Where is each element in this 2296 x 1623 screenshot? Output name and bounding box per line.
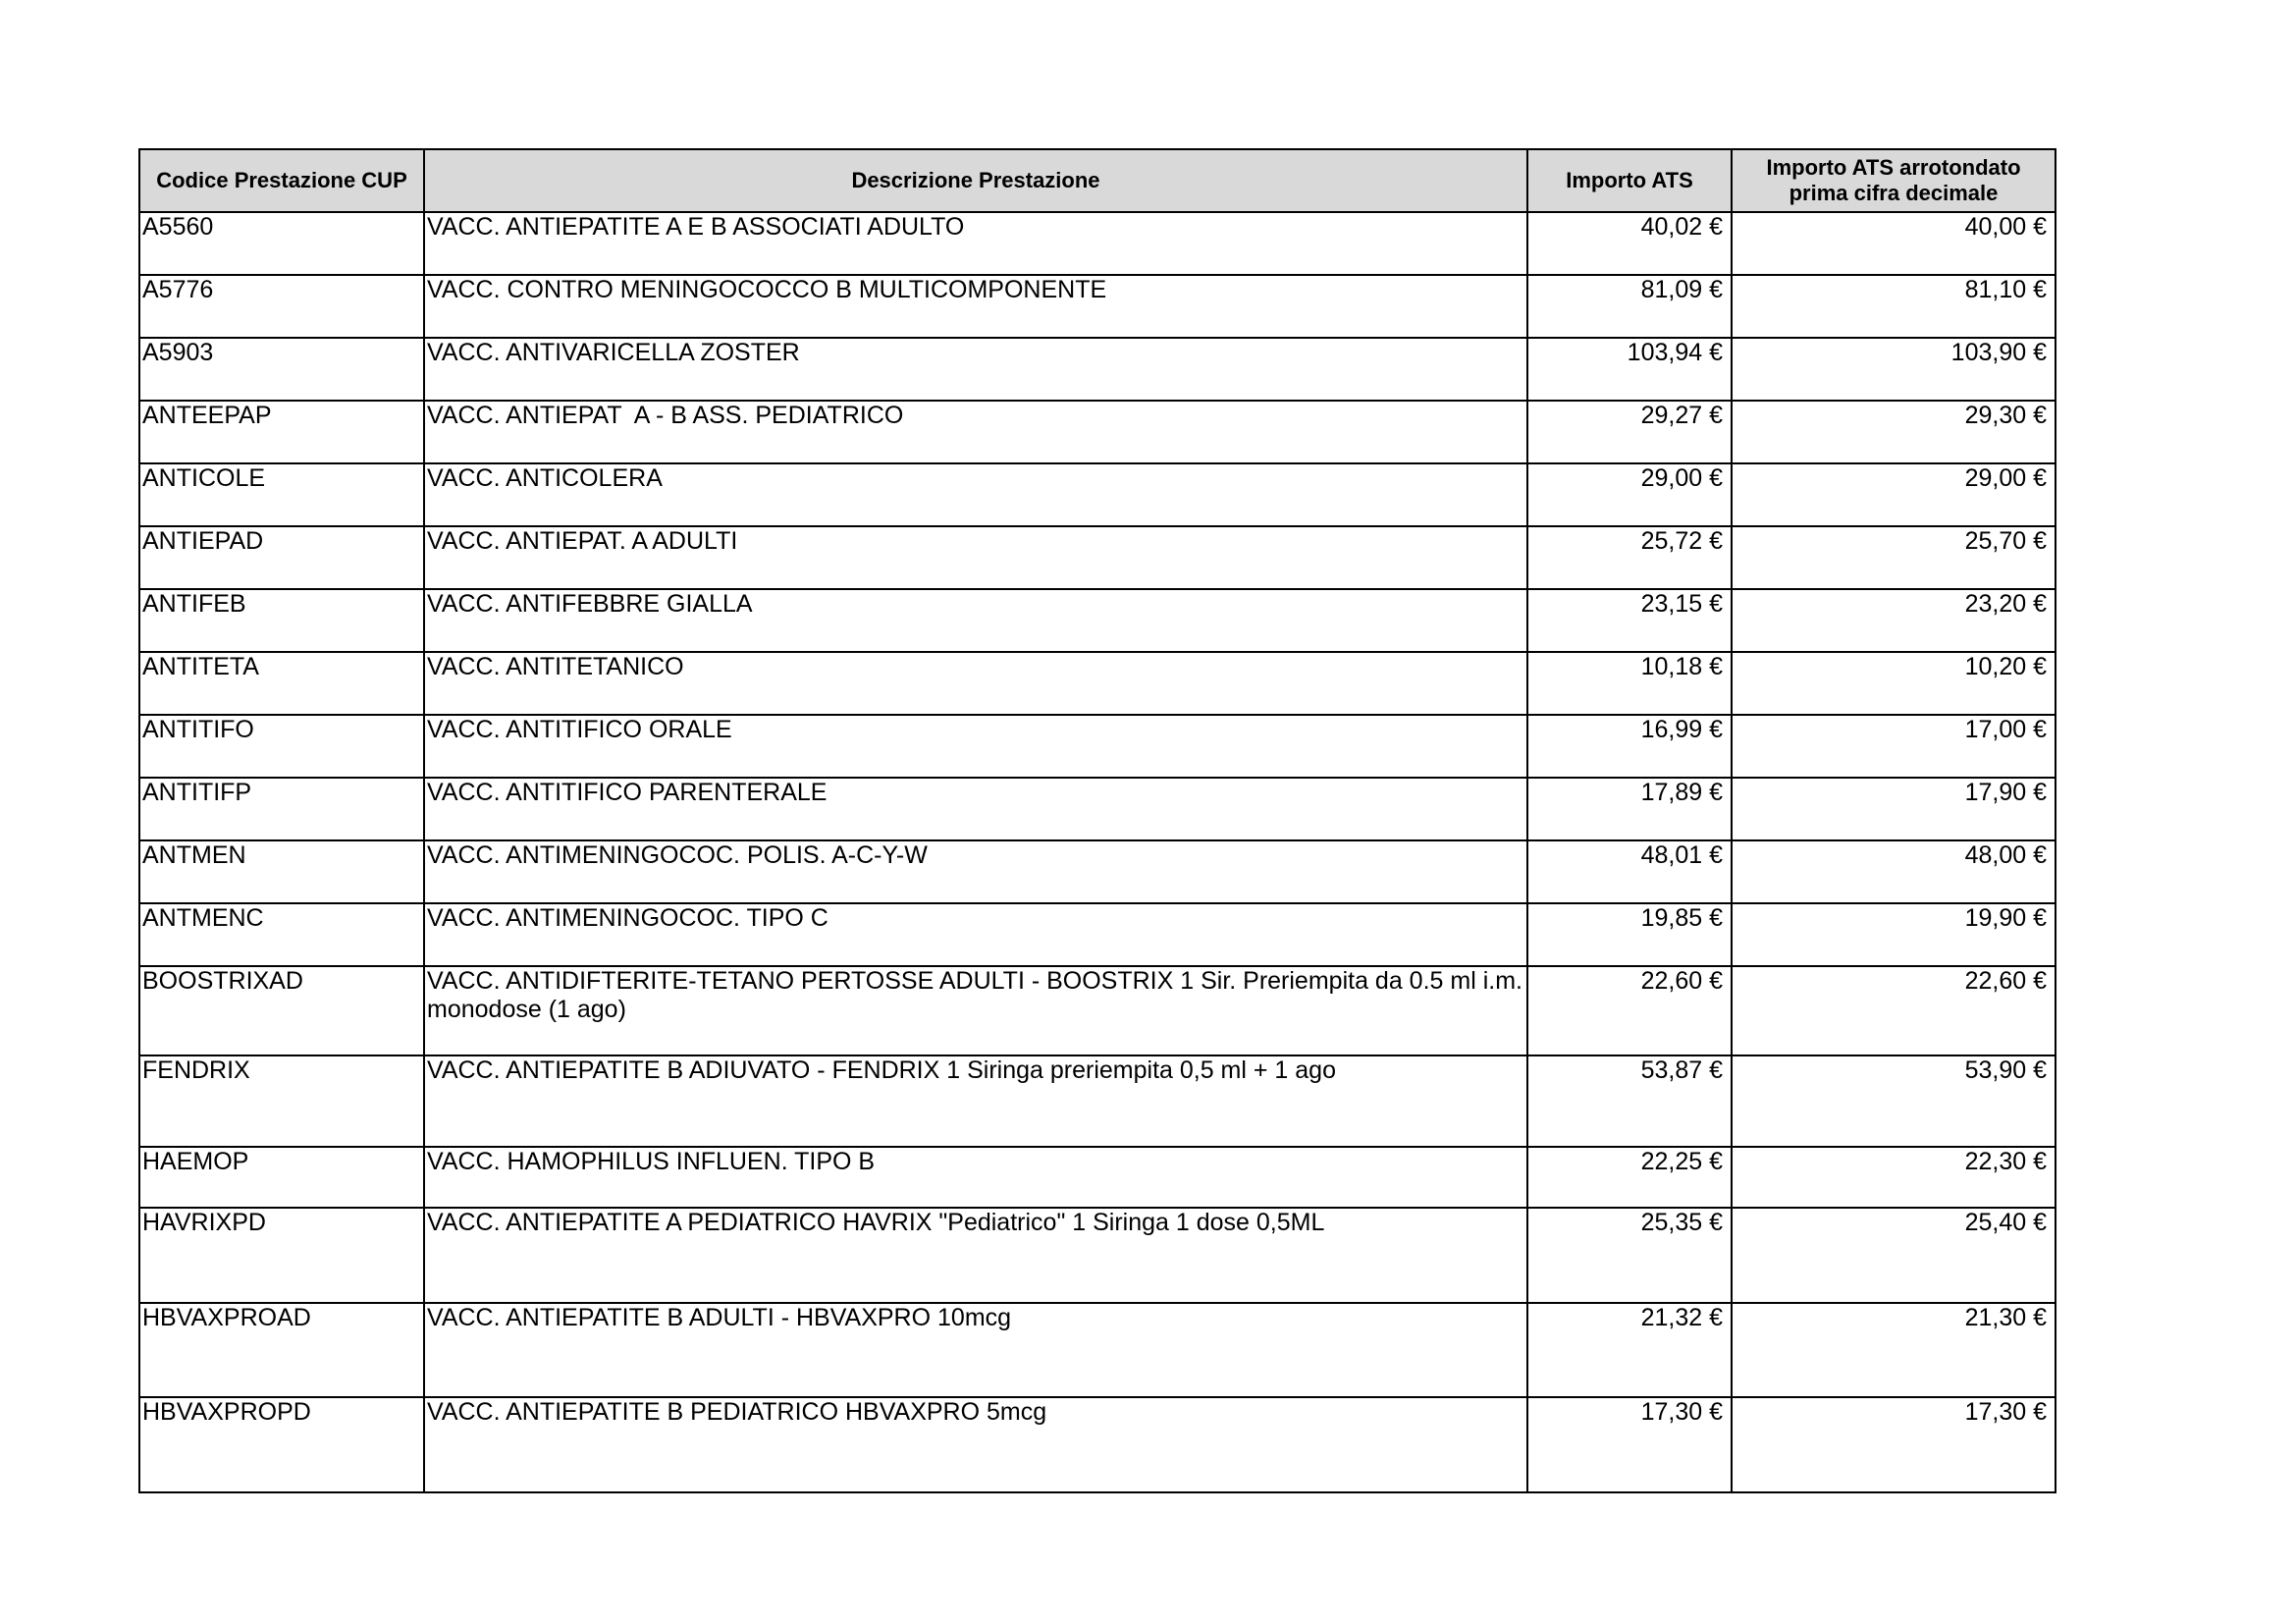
cell-code: A5903 [139, 338, 424, 401]
cell-description: VACC. ANTIEPATITE B ADIUVATO - FENDRIX 1 Siringa preriempita 0,5 ml + 1 ago [424, 1055, 1527, 1147]
table-row [139, 715, 2056, 778]
cell-description: VACC. ANTITIFICO ORALE [424, 715, 1527, 778]
cell-rounded-amount: 22,30 € [1732, 1147, 2056, 1208]
cell-code: HAVRIXPD [139, 1208, 424, 1303]
cell-rounded-amount: 21,30 € [1732, 1303, 2056, 1397]
cell-rounded-amount: 81,10 € [1732, 275, 2056, 338]
table-row [139, 1055, 2056, 1147]
cell-amount: 10,18 € [1527, 652, 1732, 715]
table-row [139, 1208, 2056, 1303]
cell-code: A5560 [139, 212, 424, 275]
cell-description: VACC. ANTIEPATITE B PEDIATRICO HBVAXPRO 5mcg [424, 1397, 1527, 1492]
cell-amount: 48,01 € [1527, 840, 1732, 903]
table-row [139, 401, 2056, 463]
cell-rounded-amount: 17,90 € [1732, 778, 2056, 840]
cell-code: ANTITETA [139, 652, 424, 715]
cell-amount: 17,30 € [1527, 1397, 1732, 1492]
cell-code: ANTMEN [139, 840, 424, 903]
cell-amount: 29,27 € [1527, 401, 1732, 463]
cell-code: ANTITIFP [139, 778, 424, 840]
header-description: Descrizione Prestazione [424, 149, 1527, 212]
cell-amount: 21,32 € [1527, 1303, 1732, 1397]
cell-amount: 25,72 € [1527, 526, 1732, 589]
cell-rounded-amount: 17,30 € [1732, 1397, 2056, 1492]
cell-amount: 16,99 € [1527, 715, 1732, 778]
cell-rounded-amount: 23,20 € [1732, 589, 2056, 652]
cell-description: VACC. CONTRO MENINGOCOCCO B MULTICOMPONENTE [424, 275, 1527, 338]
cell-code: HBVAXPROAD [139, 1303, 424, 1397]
cell-description: VACC. ANTITIFICO PARENTERALE [424, 778, 1527, 840]
cell-description: VACC. ANTIVARICELLA ZOSTER [424, 338, 1527, 401]
cell-amount: 40,02 € [1527, 212, 1732, 275]
cell-description: VACC. HAMOPHILUS INFLUEN. TIPO B [424, 1147, 1527, 1208]
cell-description: VACC. ANTICOLERA [424, 463, 1527, 526]
header-rounded-amount [1732, 149, 2056, 212]
header-amount: Importo ATS [1527, 149, 1732, 212]
cell-description: VACC. ANTIDIFTERITE-TETANO PERTOSSE ADULTI - BOOSTRIX 1 Sir. Preriempita da 0.5 ml i.m. monodose (1 ago) [424, 966, 1527, 1055]
header-rounded-line2: prima cifra decimale [1789, 181, 1999, 205]
header-code: Codice Prestazione CUP [139, 149, 424, 212]
cell-code: ANTITIFO [139, 715, 424, 778]
table-row [139, 840, 2056, 903]
cell-code: BOOSTRIXAD [139, 966, 424, 1055]
cell-rounded-amount: 48,00 € [1732, 840, 2056, 903]
table-row [139, 275, 2056, 338]
cell-rounded-amount: 17,00 € [1732, 715, 2056, 778]
cell-description: VACC. ANTIEPATITE A PEDIATRICO HAVRIX "Pediatrico" 1 Siringa 1 dose 0,5ML [424, 1208, 1527, 1303]
cell-rounded-amount: 40,00 € [1732, 212, 2056, 275]
table-row [139, 966, 2056, 1055]
cell-code: HAEMOP [139, 1147, 424, 1208]
table-header [139, 149, 2056, 212]
cell-rounded-amount: 19,90 € [1732, 903, 2056, 966]
table-row [139, 778, 2056, 840]
table-row [139, 903, 2056, 966]
cell-rounded-amount: 25,70 € [1732, 526, 2056, 589]
cell-code: ANTICOLE [139, 463, 424, 526]
cell-description: VACC. ANTIMENINGOCOC. TIPO C [424, 903, 1527, 966]
cell-code: ANTIEPAD [139, 526, 424, 589]
cell-rounded-amount: 29,30 € [1732, 401, 2056, 463]
cell-amount: 22,25 € [1527, 1147, 1732, 1208]
cell-amount: 81,09 € [1527, 275, 1732, 338]
table-row [139, 526, 2056, 589]
cell-amount: 23,15 € [1527, 589, 1732, 652]
cell-rounded-amount: 25,40 € [1732, 1208, 2056, 1303]
table-row [139, 1147, 2056, 1208]
table-row [139, 338, 2056, 401]
header-row [139, 149, 2056, 212]
table-row [139, 1303, 2056, 1397]
cell-rounded-amount: 10,20 € [1732, 652, 2056, 715]
table-row [139, 652, 2056, 715]
prestazioni-table [138, 148, 2056, 1493]
cell-description: VACC. ANTITETANICO [424, 652, 1527, 715]
cell-rounded-amount: 22,60 € [1732, 966, 2056, 1055]
cell-description: VACC. ANTIMENINGOCOC. POLIS. A-C-Y-W [424, 840, 1527, 903]
header-rounded-line1: Importo ATS arrotondato [1766, 155, 2021, 180]
cell-rounded-amount: 53,90 € [1732, 1055, 2056, 1147]
cell-description: VACC. ANTIEPATITE B ADULTI - HBVAXPRO 10mcg [424, 1303, 1527, 1397]
cell-description: VACC. ANTIEPAT A - B ASS. PEDIATRICO [424, 401, 1527, 463]
cell-amount: 22,60 € [1527, 966, 1732, 1055]
table-row [139, 463, 2056, 526]
cell-code: HBVAXPROPD [139, 1397, 424, 1492]
cell-description: VACC. ANTIEPAT. A ADULTI [424, 526, 1527, 589]
cell-code: ANTIFEB [139, 589, 424, 652]
cell-description: VACC. ANTIEPATITE A E B ASSOCIATI ADULTO [424, 212, 1527, 275]
cell-code: ANTMENC [139, 903, 424, 966]
cell-rounded-amount: 103,90 € [1732, 338, 2056, 401]
table-body [139, 212, 2056, 1492]
cell-code: ANTEEPAP [139, 401, 424, 463]
cell-amount: 29,00 € [1527, 463, 1732, 526]
cell-amount: 25,35 € [1527, 1208, 1732, 1303]
cell-amount: 103,94 € [1527, 338, 1732, 401]
table-row [139, 589, 2056, 652]
table-row [139, 212, 2056, 275]
cell-description: VACC. ANTIFEBBRE GIALLA [424, 589, 1527, 652]
cell-amount: 19,85 € [1527, 903, 1732, 966]
cell-rounded-amount: 29,00 € [1732, 463, 2056, 526]
cell-amount: 53,87 € [1527, 1055, 1732, 1147]
cell-amount: 17,89 € [1527, 778, 1732, 840]
document-page [138, 148, 2055, 1493]
cell-code: A5776 [139, 275, 424, 338]
cell-code: FENDRIX [139, 1055, 424, 1147]
table-row [139, 1397, 2056, 1492]
